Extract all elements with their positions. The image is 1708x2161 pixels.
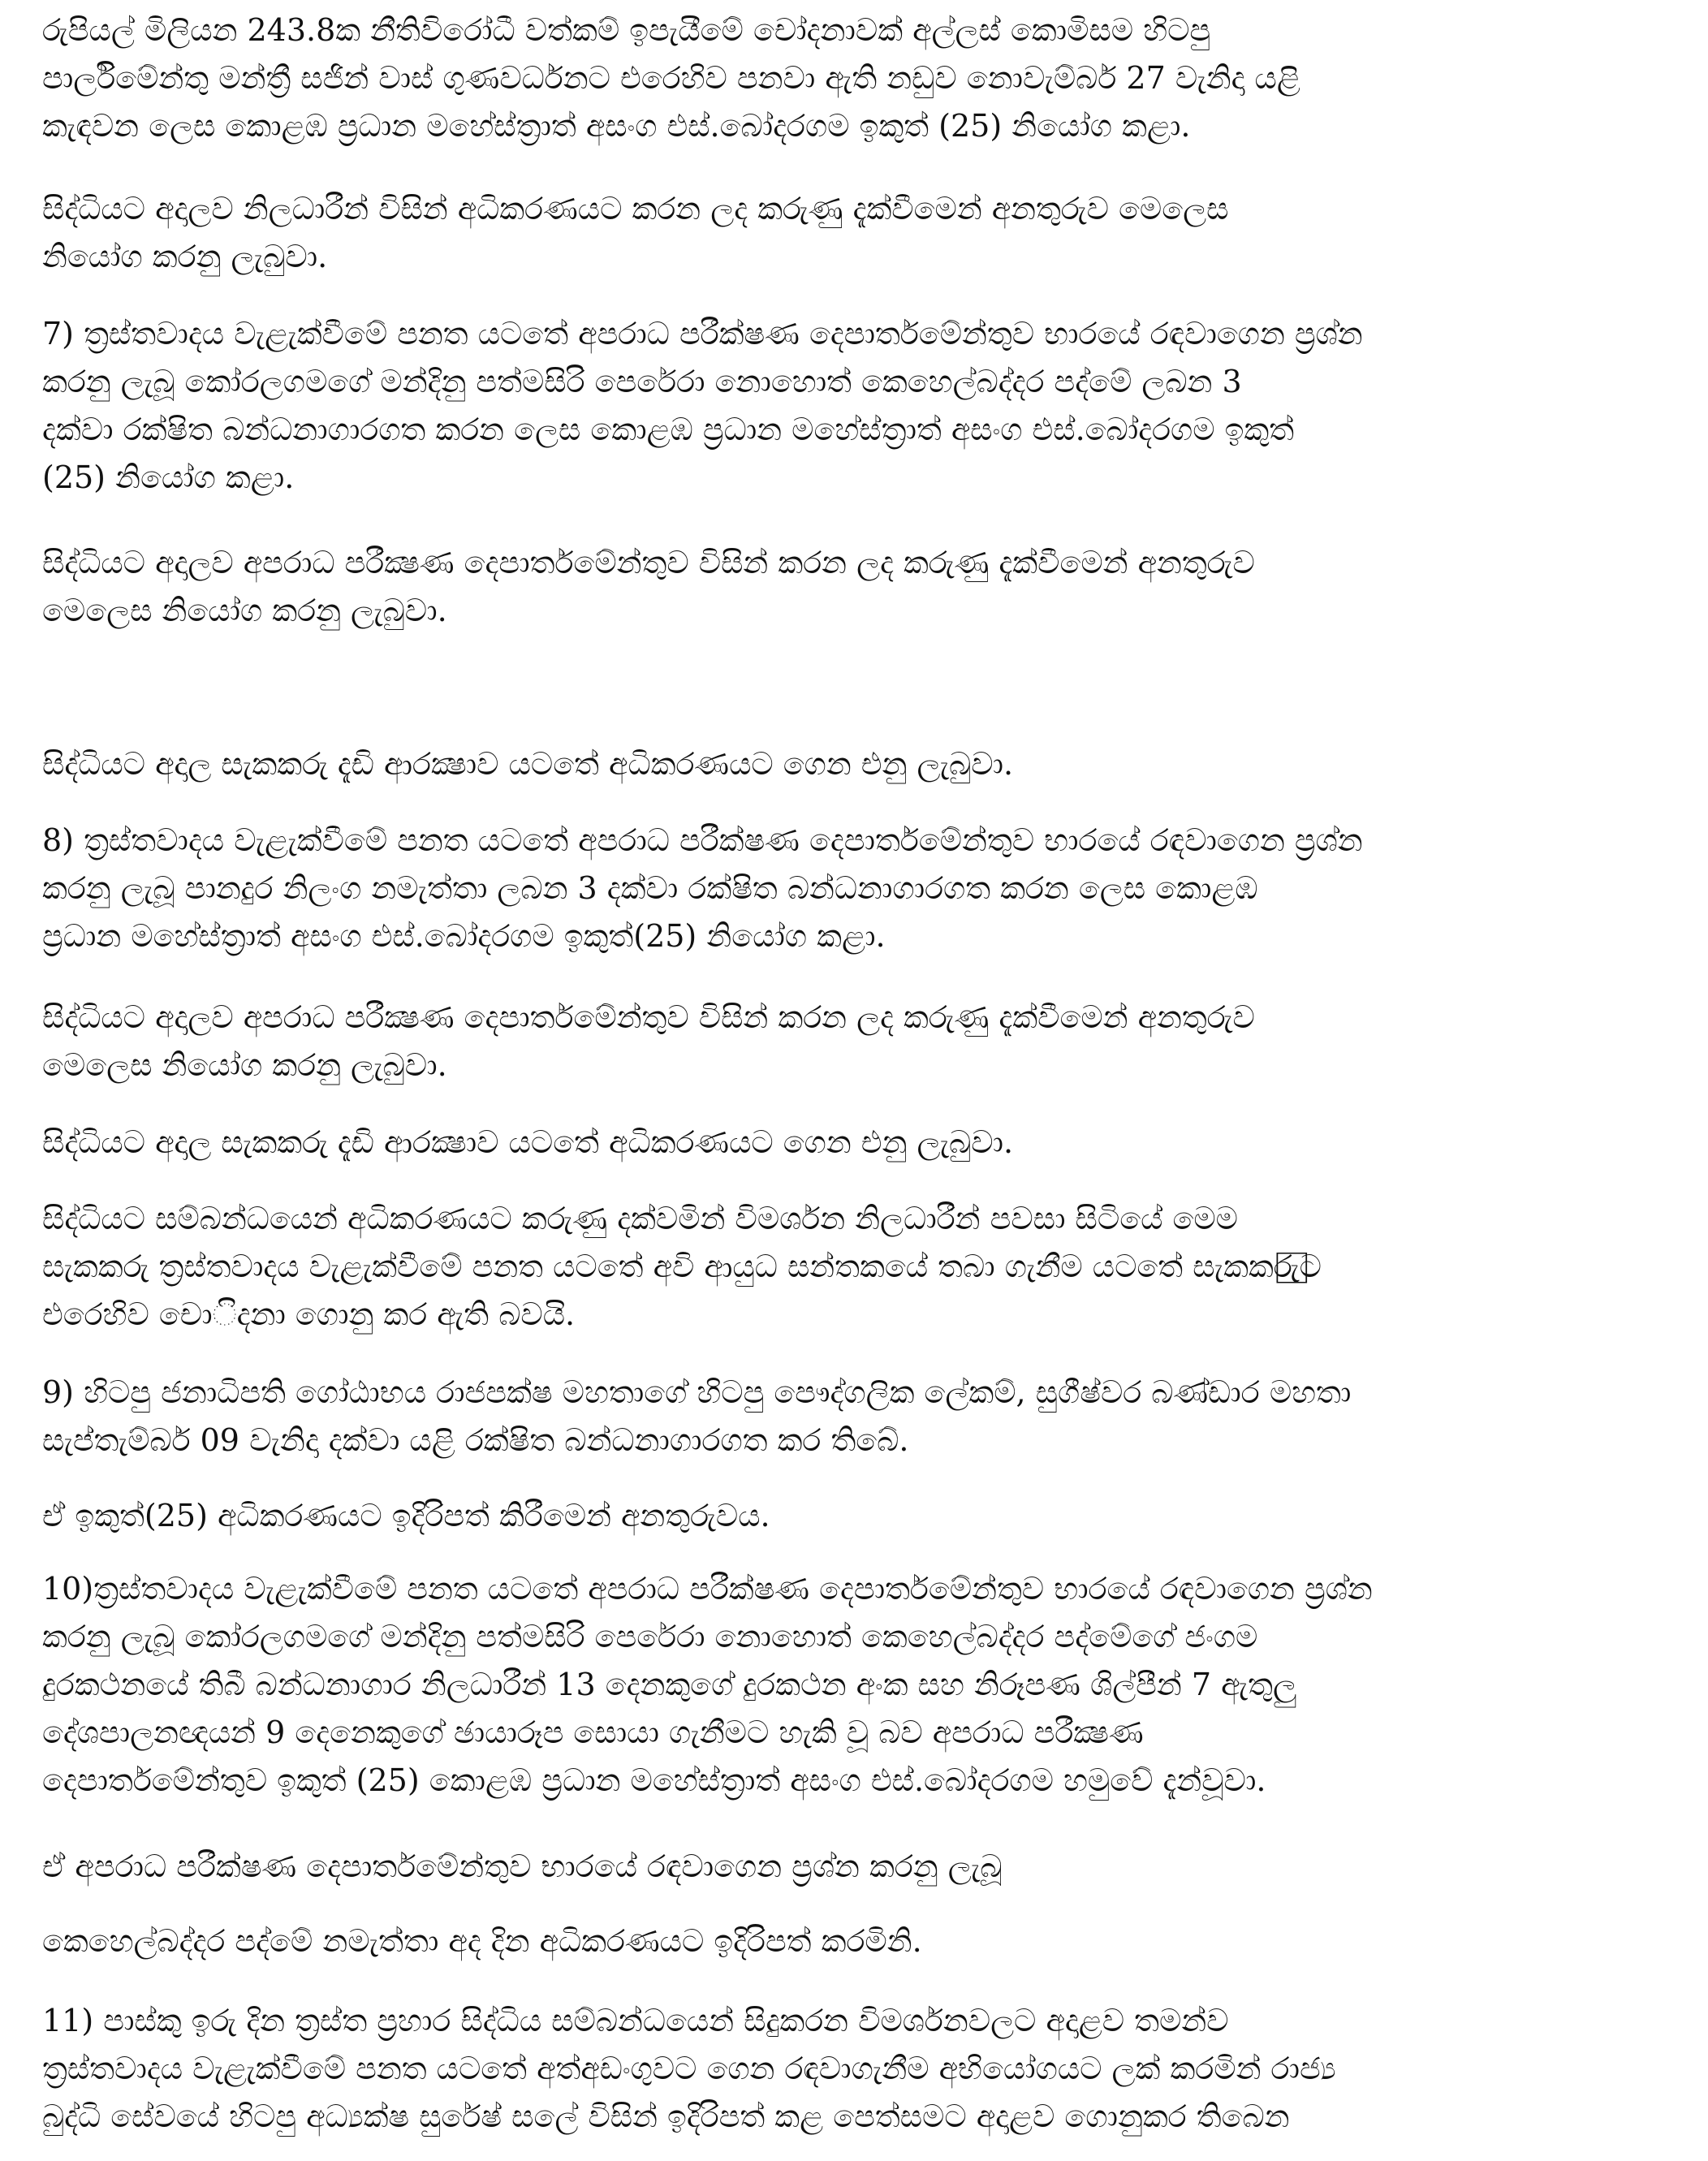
paragraph-suspect-brought-2: සිද්ධියට අදාල සැකකරු දැඩි ආරක්‍ෂාව යටතේ අධිකරණයට ගෙන එනු ලැබුවා. (42, 1124, 1014, 1160)
paragraph-suspect-brought-1: සිද්ධියට අදාල සැකකරු දැඩි ආරක්‍ෂාව යටතේ අධිකරණයට ගෙන එනු ලැබුවා. (42, 746, 1014, 782)
paragraph-item-8: 8) ත්‍රස්තවාදය වැළැක්වීමේ පනත යටතේ අපරාධ පරීක්ෂණ දෙපාර්තමේන්තුව භාරයේ රඳවාගෙන ප්‍රශ්න කරනු ලැබූ පානදුර නිලංග නමැත්තා ලබන 3 දක්වා රක්ෂිත බන්ධනාගාරගත කරන ලෙස කොළඹ ප්‍රධාන මහේස්ත්‍රාත් අසංග එස්.බෝදරගම ඉකුත්(25) නියෝග කළා. (42, 822, 1363, 954)
paragraph-item-10: 10)ත්‍රස්තවාදය වැළැක්වීමේ පනත යටතේ අපරාධ පරීක්ෂණ දෙපාර්තමේන්තුව භාරයේ රඳවාගෙන ප්‍රශ්න කරනු ලැබූ කෝරලගමගේ මන්දිනු පත්මසිරි පෙරේරා නොහොත් කෙහෙල්බද්දර පද්මේගේ ජංගම දුරකථනයේ තිබී බන්ධනාගාර නිලධාරීන් 13 දෙනකුගේ දුරකථන අංක සහ නිරූපණ ශිල්පීන් 7 ඇතුලු දේශපාලනඥයන් 9 දෙනෙකුගේ ඡායාරූප සොයා ගැනීමට හැකි වූ බව අපරාධ පරීක්‍ෂණ දෙපාර්තමේන්තුව ඉකුත් (25) කොළඹ ප්‍රධාන මහේස්ත්‍රාත් අසංග එස්.බෝදරගම හමුවේ දැන්වූවා. (42, 1571, 1373, 1798)
paragraph-officials-submission: සිද්ධියට අදාලව නිලධාරීන් විසින් අධිකරණයට කරන ලද කරුණු දැක්වීමෙන් අනතුරුව මෙලෙස නියෝග කරනු ලැබුවා. (42, 191, 1229, 274)
paragraph-item-9: 9) හිටපු ජනාධිපති ගෝඨාභය රාජපක්ෂ මහතාගේ හිටපු පෞද්ගලික ලේකම්, සුගීෂ්වර බණ්ඩාර මහතා සැප්තැම්බර් 09 වැනිදා දක්වා යළි රක්ෂිත බන්ධනාගාරගත කර තිබේ. (42, 1374, 1352, 1458)
paragraph-item-11: 11) පාස්කු ඉරු දින ත්‍රස්ත ප්‍රහාර සිද්ධිය සම්බන්ධයෙන් සිදුකරන විමර්ශනවලට අදාළව තමන්ව ත්‍රස්තවාදය වැළැක්වීමේ පනත යටතේ අත්අඩංගුවට ගෙන රඳවාගැනීම අභියෝගයට ලක් කරමින් රාජ්‍ය බුද්ධි සේවයේ හිටපු අධ්‍යක්ෂ සුරේෂ් සලේ විසින් ඉදිරිපත් කළ පෙත්සමට අදාළව ගොනුකර තිබෙන (42, 2003, 1336, 2134)
paragraph-investigators-statement: සිද්ධියට සම්බන්ධයෙන් අධිකරණයට කරුණු දක්වමින් විමර්ශන නිලධාරීන් පවසා සිටියේ මෙම සැකකරු ත්‍රස්තවාදය වැළැක්වීමේ පනත යටතේ අවි ආයුධ සන්තකයේ තබා ගැනීම යටතේ සැකකරු⃞ට එරෙහිව චො◌ිදනා ගොනු කර ඇති බවයි. (42, 1201, 1322, 1332)
paragraph-item-7: 7) ත්‍රස්තවාදය වැළැක්වීමේ පනත යටතේ අපරාධ පරීක්ෂණ දෙපාර්තමේන්තුව භාරයේ රඳවාගෙන ප්‍රශ්න කරනු ලැබූ කෝරලගමගේ මන්දිනු පත්මසිරි පෙරේරා නොහොත් කෙහෙල්බද්දර පද්මේ ලබන 3 දක්වා රක්ෂිත බන්ධනාගාරගත කරන ලෙස කොළඹ ප්‍රධාන මහේස්ත්‍රාත් අසංග එස්.බෝදරගම ඉකුත් (25) නියෝග කළා. (42, 316, 1363, 495)
paragraph-cid-custody: ඒ අපරාධ පරීක්ෂණ දෙපාර්තමේන්තුව භාරයේ රඳවාගෙන ප්‍රශ්න කරනු ලැබූ (42, 1848, 1003, 1884)
document-body (42, 0, 1650, 2161)
paragraph-wealth-case: රුපියල් මිලියන 243.8ක නීතිවිරෝධී වත්කම් ඉපැයීමේ චෝදනාවක් අල්ලස් කොමිසම හිටපු පාර්ලිමේන්තු මන්ත්‍රී සජින් වාස් ගුණවර්ධනට එරෙහිව පනවා ඇති නඩුව නොවැම්බර් 27 වැනිදා යළි කැඳවන ලෙස කොළඹ ප්‍රධාන මහේස්ත්‍රාත් අසංග එස්.බෝදරගම ඉකුත් (25) නියෝග කළා. (42, 12, 1300, 144)
paragraph-after-court: ඒ ඉකුත්(25) අධිකරණයට ඉදිරිපත් කිරීමෙන් අනතුරුවය. (42, 1498, 770, 1533)
paragraph-cid-submission-2: සිද්ධියට අදාලව අපරාධ පරීක්‍ෂණ දෙපාර්තමේන්තුව විසින් කරන ලද කරුණු දැක්වීමෙන් අනතුරුව මෙලෙස නියෝග කරනු ලැබුවා. (42, 999, 1255, 1083)
paragraph-padme-presented: කෙහෙල්බද්දර පද්මේ නමැත්තා අද දින අධිකරණයට ඉදිරිපත් කරමිනි. (42, 1923, 922, 1959)
paragraph-cid-submission-1: සිද්ධියට අදාලව අපරාධ පරීක්‍ෂණ දෙපාර්තමේන්තුව විසින් කරන ලද කරුණු දැක්වීමෙන් අනතුරුව මෙලෙස නියෝග කරනු ලැබුවා. (42, 545, 1255, 628)
